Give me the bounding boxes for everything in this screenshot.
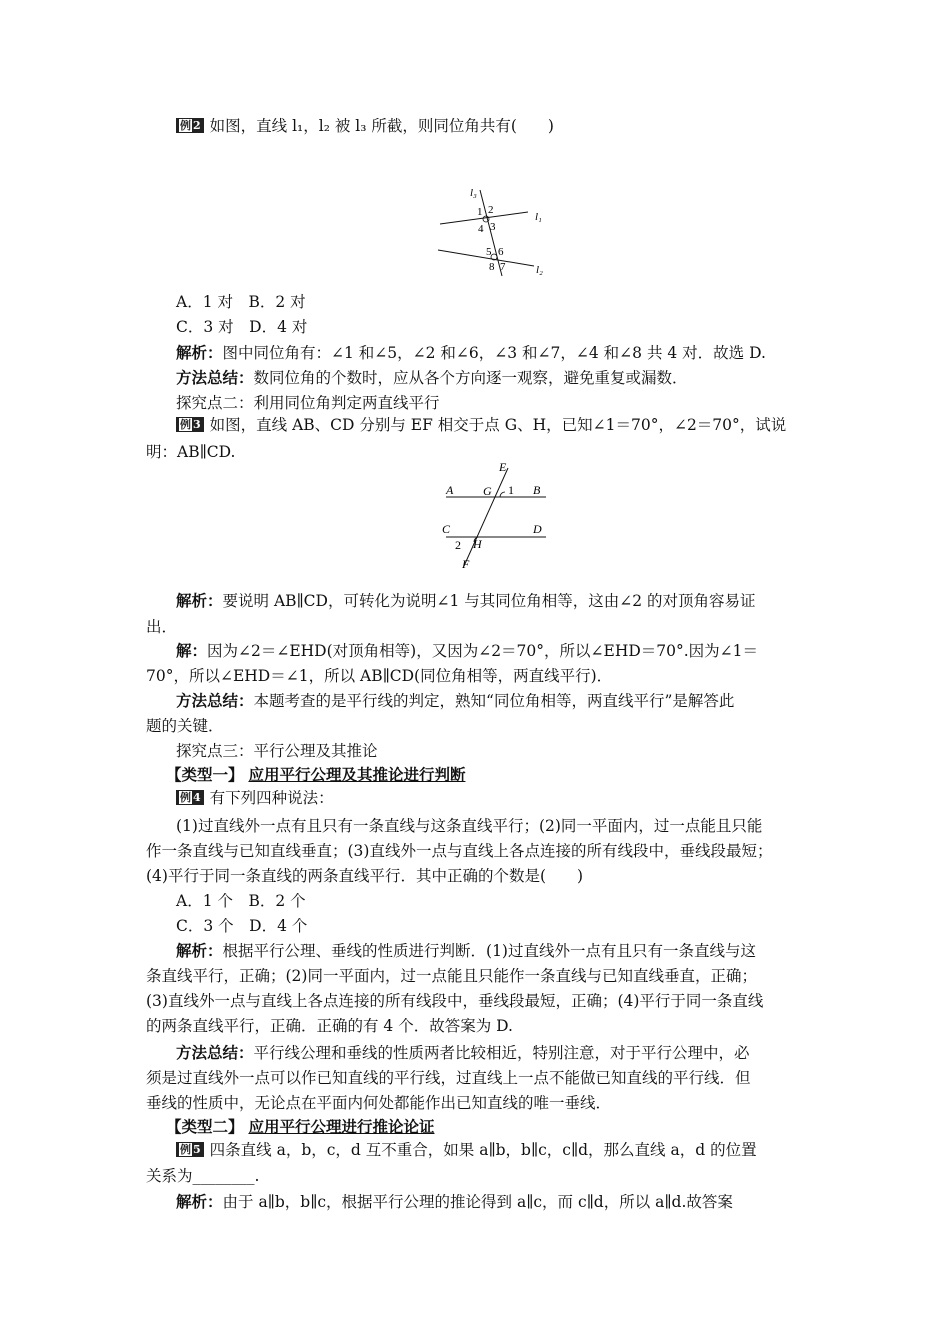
label-l1: l₁	[535, 211, 542, 223]
example-3-analysis-cont: 出．	[146, 618, 178, 636]
section-point-2: 探究点二：利用同位角判定两直线平行	[176, 394, 440, 412]
example-badge: 例 5	[176, 1142, 204, 1157]
example-4-intro: 例 4 有下列四种说法：	[176, 787, 334, 809]
figure-transversal-ef	[436, 458, 556, 573]
example-3-question-cont: 明：AB∥CD.	[146, 443, 236, 461]
example-5-question-cont: 关系为________.	[146, 1167, 260, 1185]
angle-1: 1	[477, 206, 483, 218]
example-4-statement-3: (4)平行于同一条直线的两条直线平行．其中正确的个数是( )	[146, 867, 584, 885]
label-e: E	[499, 460, 507, 474]
example-4-analysis: 解析：根据平行公理、垂线的性质进行判断．(1)过直线外一点有且只有一条直线与这	[176, 941, 756, 960]
line-ef	[464, 468, 508, 566]
label-g: G	[483, 484, 492, 498]
example-2-summary: 方法总结：数同位角的个数时，应从各个方向逐一观察，避免重复或漏数．	[176, 368, 688, 387]
example-3-analysis: 解析：要说明 AB∥CD，可转化为说明∠1 与其同位角相等，这由∠2 的对顶角容易证	[176, 591, 756, 610]
example-3-summary: 方法总结：本题考查的是平行线的判定，熟知“同位角相等，两直线平行”是解答此	[176, 691, 735, 710]
example-2-question: 例 2 如图，直线 l₁，l₂ 被 l₃ 所截，则同位角共有( )	[176, 115, 554, 137]
angle-8: 8	[489, 261, 495, 273]
example-4-summary: 方法总结：平行线公理和垂线的性质两者比较相近，特别注意，对于平行公理中，必	[176, 1043, 750, 1062]
example-5-question: 例 5 四条直线 a，b，c，d 互不重合，如果 a∥b，b∥c，c∥d，那么直线 a，d 的位置	[176, 1139, 757, 1161]
example-5-analysis: 解析：由于 a∥b，b∥c，根据平行公理的推论得到 a∥c，而 c∥d，所以 a∥d.故答案	[176, 1192, 733, 1211]
example-3-solution-cont: 70°，所以∠EHD＝∠1，所以 AB∥CD(同位角相等，两直线平行)．	[146, 667, 613, 685]
angle-5: 5	[486, 246, 492, 258]
angle-4: 4	[478, 223, 484, 235]
example-4-statement-1: (1)过直线外一点有且只有一条直线与这条直线平行；(2)同一平面内，过一点能且只能	[176, 817, 763, 835]
example-4-summary-3: 垂线的性质中，无论点在平面内何处都能作出已知直线的唯一垂线．	[146, 1094, 612, 1112]
example-4-options-cd: C．3 个 D．4 个	[176, 917, 308, 935]
label-d: D	[533, 522, 542, 536]
figure-parallel-lines-l1-l2	[430, 180, 560, 280]
example-4-options-ab: A．1 个 B．2 个	[176, 892, 306, 910]
angle-6: 6	[498, 246, 504, 258]
label-c: C	[442, 522, 451, 536]
label-l2: l₂	[536, 264, 543, 276]
example-3-question: 例 3 如图，直线 AB、CD 分别与 EF 相交于点 G、H，已知∠1＝70°，∠2＝70°，试说	[176, 414, 786, 436]
label-h: H	[473, 537, 482, 551]
example-3-summary-cont: 题的关键．	[146, 717, 224, 735]
type-2-heading: 【类型二】 应用平行公理进行推论论证	[166, 1117, 435, 1136]
section-point-3: 探究点三：平行公理及其推论	[176, 742, 378, 760]
example-2-options-ab: A．1 对 B．2 对	[176, 293, 306, 311]
example-badge: 例 4	[176, 790, 204, 805]
label-b: B	[533, 483, 541, 497]
line-l1	[440, 212, 528, 224]
example-2-analysis: 解析：图中同位角有：∠1 和∠5，∠2 和∠6，∠3 和∠7，∠4 和∠8 共 4 对．故选 D.	[176, 343, 766, 362]
angle-2-label: 2	[455, 538, 461, 552]
label-f: F	[462, 557, 470, 571]
example-4-analysis-2: 条直线平行，正确；(2)同一平面内，过一点能且只能作一条直线与已知直线垂直，正确；	[146, 967, 757, 985]
label-l3: l₃	[470, 187, 477, 199]
angle-2: 2	[488, 204, 494, 216]
example-4-statement-2: 作一条直线与已知直线垂直；(3)直线外一点与直线上各点连接的所有线段中，垂线段最短；	[146, 842, 773, 860]
label-a: A	[446, 483, 454, 497]
example-4-analysis-4: 的两条直线平行，正确．正确的有 4 个．故答案为 D.	[146, 1017, 513, 1035]
example-badge: 例 2	[176, 118, 204, 133]
angle-1-label: 1	[508, 483, 514, 497]
type-1-heading: 【类型一】 应用平行公理及其推论进行判断	[166, 765, 466, 784]
angle-7: 7	[500, 261, 506, 273]
angle-3: 3	[490, 221, 496, 233]
example-badge: 例 3	[176, 417, 204, 432]
example-2-options-cd: C．3 对 D．4 对	[176, 318, 308, 336]
example-4-analysis-3: (3)直线外一点与直线上各点连接的所有线段中，垂线段最短，正确；(4)平行于同一条直线	[146, 992, 764, 1010]
example-3-solution: 解：因为∠2＝∠EHD(对顶角相等)，又因为∠2＝70°，所以∠EHD＝70°.因为∠1＝	[176, 641, 759, 660]
example-4-summary-2: 须是过直线外一点可以作已知直线的平行线，过直线上一点不能做已知直线的平行线．但	[146, 1069, 751, 1087]
